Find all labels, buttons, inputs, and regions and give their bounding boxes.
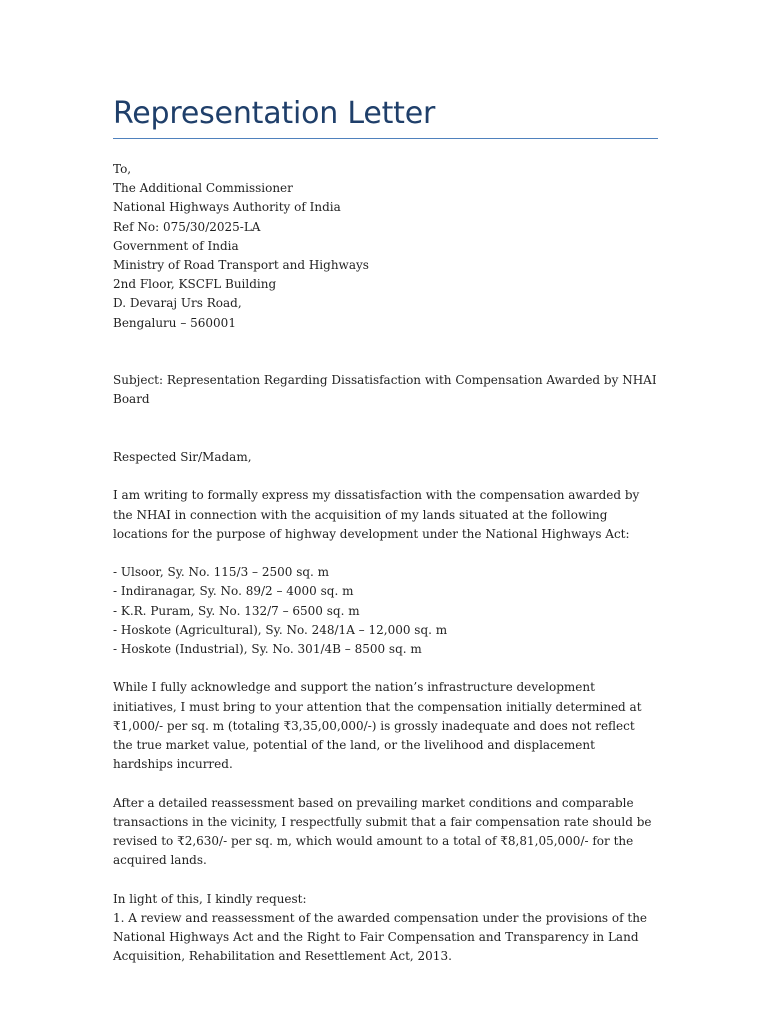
address-line: 2nd Floor, KSCFL Building <box>113 277 277 292</box>
address-to: To, <box>113 162 132 176</box>
request-intro: In light of this, I kindly request: <box>113 891 307 906</box>
salutation: Respected Sir/Madam, <box>113 449 252 464</box>
document-title: Representation Letter <box>113 96 436 131</box>
list-item: - Hoskote (Industrial), Sy. No. 301/4B – 8500 sq. m <box>113 641 422 656</box>
intro-paragraph: I am writing to formally express my dissatisfaction with the compensation awarded by the NHAI in connection with the acquisition of my lands situated at the following locations for the purpose of highway development under the National Highways Act: <box>113 488 640 541</box>
address-line: Bengaluru – 560001 <box>113 315 236 330</box>
address-line: National Highways Authority of India <box>113 200 341 215</box>
land-list <box>113 563 658 659</box>
letter-page <box>113 92 658 966</box>
list-item: - K.R. Puram, Sy. No. 132/7 – 6500 sq. m <box>113 603 360 618</box>
recipient-address <box>113 160 658 333</box>
title-underline <box>113 138 658 139</box>
reassessment-paragraph: After a detailed reassessment based on prevailing market conditions and comparable transactions in the vicinity, I respectfully submit that a fair compensation rate should be revised to ₹2,630/- per sq. m, which would amount to a total of ₹8,81,05,000/- for the acquired lands. <box>113 795 652 868</box>
subject-line: Subject: Representation Regarding Dissatisfaction with Compensation Awarded by NHAI Board <box>113 373 657 407</box>
list-item: - Hoskote (Agricultural), Sy. No. 248/1A – 12,000 sq. m <box>113 622 448 637</box>
support-paragraph: While I fully acknowledge and support the nation’s infrastructure development initiatives, I must bring to your attention that the compensation initially determined at ₹1,000/- per sq. m (totaling ₹3,35,00,000/-) is grossly inadequate and does not reflect the true market value, potential of the land, or the livelihood and displacement hardships incurred. <box>113 680 642 772</box>
list-item: - Indiranagar, Sy. No. 89/2 – 4000 sq. m <box>113 584 354 599</box>
list-item: - Ulsoor, Sy. No. 115/3 – 2500 sq. m <box>113 565 330 580</box>
request-item: 1. A review and reassessment of the awarded compensation under the provisions of the National Highways Act and the Right to Fair Compensation and Transparency in Land Acquisition, Rehabilitation and Resettlement Act, 2013. <box>113 910 648 964</box>
address-line: The Additional Commissioner <box>113 181 293 196</box>
address-line: Ministry of Road Transport and Highways <box>113 258 369 273</box>
reference-number: Ref No: 075/30/2025-LA <box>113 219 261 234</box>
address-line: D. Devaraj Urs Road, <box>113 296 242 311</box>
address-line: Government of India <box>113 238 239 253</box>
